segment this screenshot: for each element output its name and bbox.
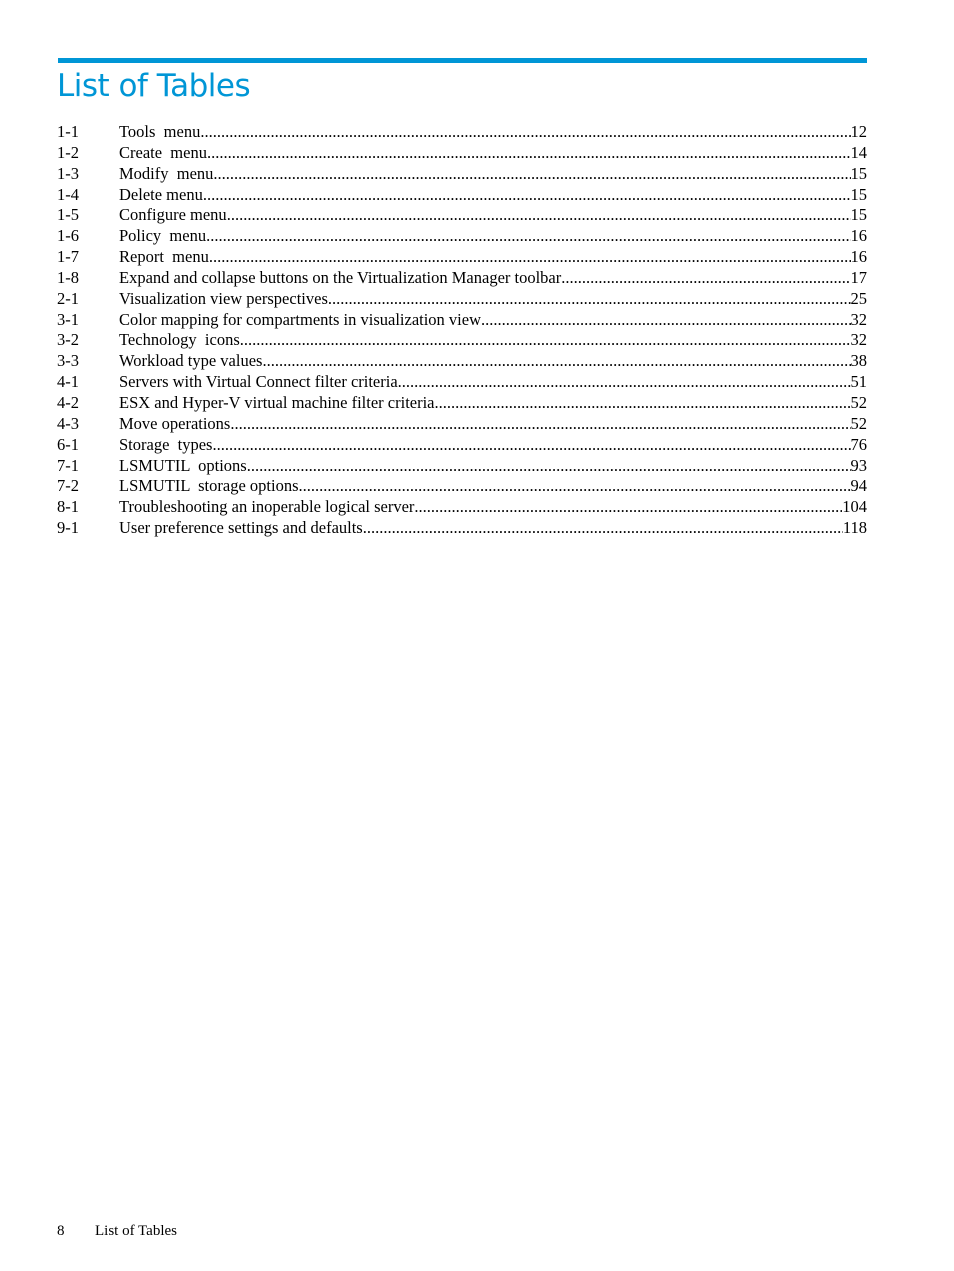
toc-entry[interactable] bbox=[57, 414, 867, 435]
toc-dot-leader bbox=[299, 476, 851, 497]
title-rule bbox=[58, 58, 867, 63]
toc-dot-leader bbox=[247, 456, 851, 477]
toc-entry-title[interactable]: Troubleshooting an inoperable logical server bbox=[119, 497, 415, 517]
toc-entry-title[interactable]: Create menu bbox=[119, 142, 207, 162]
toc-entry-number: 1-1 bbox=[57, 122, 79, 141]
toc-entry-title[interactable]: Report menu bbox=[119, 247, 209, 267]
toc-entry-page[interactable]: 14 bbox=[850, 142, 867, 162]
toc-entry-number: 2-1 bbox=[57, 288, 79, 308]
toc-entry[interactable] bbox=[57, 143, 867, 164]
toc-entry[interactable] bbox=[57, 205, 867, 226]
toc-entry[interactable] bbox=[57, 497, 867, 518]
page-title: List of Tables bbox=[57, 68, 251, 104]
toc-entry[interactable] bbox=[57, 185, 867, 206]
toc-dot-leader bbox=[230, 414, 850, 435]
toc-dot-leader bbox=[203, 185, 851, 206]
toc-entry-number: 4-2 bbox=[57, 392, 79, 412]
toc-entry-title[interactable]: Storage types bbox=[119, 434, 213, 454]
footer-page-number: 8 bbox=[57, 1223, 65, 1239]
toc-dot-leader bbox=[213, 164, 850, 185]
toc-entry-title[interactable]: Servers with Virtual Connect filter criteria bbox=[119, 372, 398, 392]
toc-dot-leader bbox=[206, 226, 850, 247]
toc-entry[interactable] bbox=[57, 372, 867, 393]
toc-entry[interactable] bbox=[57, 247, 867, 268]
toc-entry[interactable] bbox=[57, 435, 867, 456]
toc-entry-page[interactable]: 25 bbox=[850, 288, 867, 308]
toc-entry-title[interactable]: ESX and Hyper-V virtual machine filter criteria bbox=[119, 392, 435, 412]
toc-entry-page[interactable]: 15 bbox=[850, 184, 867, 204]
toc-entry-number: 8-1 bbox=[57, 497, 79, 517]
toc-entry-number: 9-1 bbox=[57, 518, 79, 538]
toc-entry[interactable] bbox=[57, 122, 867, 143]
toc-dot-leader bbox=[481, 310, 850, 331]
toc-dot-leader bbox=[363, 518, 843, 539]
toc-entry-number: 3-2 bbox=[57, 330, 79, 350]
page-footer bbox=[57, 1221, 177, 1241]
toc-entry-page[interactable]: 76 bbox=[850, 434, 867, 454]
toc-entry-title[interactable]: Policy menu bbox=[119, 226, 207, 246]
toc-entry-number: 1-7 bbox=[57, 247, 79, 267]
toc-entry-page[interactable]: 52 bbox=[850, 392, 867, 412]
toc-entry-page[interactable]: 38 bbox=[850, 351, 867, 371]
toc-entry-page[interactable]: 52 bbox=[850, 413, 867, 433]
toc-entry-number: 3-3 bbox=[57, 351, 79, 371]
toc-entry-title[interactable]: Workload type values bbox=[119, 351, 263, 371]
toc-entry-page[interactable]: 93 bbox=[850, 455, 867, 475]
toc-entry[interactable] bbox=[57, 289, 867, 310]
toc-entry-title[interactable]: Color mapping for compartments in visualization view bbox=[119, 309, 482, 329]
toc-entry[interactable] bbox=[57, 164, 867, 185]
toc-entry-page[interactable]: 15 bbox=[850, 163, 867, 183]
toc-entry[interactable] bbox=[57, 330, 867, 351]
toc-entry-page[interactable]: 17 bbox=[850, 267, 867, 287]
toc-dot-leader bbox=[200, 122, 850, 143]
toc-entry[interactable] bbox=[57, 351, 867, 372]
toc-entry[interactable] bbox=[57, 226, 867, 247]
toc-entry-title[interactable]: Configure menu bbox=[119, 205, 227, 225]
toc-entry-title[interactable]: LSMUTIL options bbox=[119, 455, 247, 475]
toc-entry-page[interactable]: 51 bbox=[850, 372, 867, 392]
toc-entry-title[interactable]: Delete menu bbox=[119, 184, 203, 204]
toc-entry-page[interactable]: 16 bbox=[850, 247, 867, 267]
toc-entry-title[interactable]: Tools menu bbox=[119, 122, 201, 141]
toc-entry-title[interactable]: User preference settings and defaults bbox=[119, 518, 363, 538]
toc-entry-title[interactable]: Modify menu bbox=[119, 163, 214, 183]
toc-dot-leader bbox=[435, 393, 851, 414]
toc-entry-number: 6-1 bbox=[57, 434, 79, 454]
toc-entry[interactable] bbox=[57, 476, 867, 497]
toc-entry-number: 1-3 bbox=[57, 163, 79, 183]
toc-entry-number: 1-6 bbox=[57, 226, 79, 246]
toc-entry-title[interactable]: Technology icons bbox=[119, 330, 240, 350]
toc-dot-leader bbox=[209, 247, 851, 268]
list-of-tables bbox=[57, 122, 867, 539]
toc-entry-number: 1-8 bbox=[57, 267, 79, 287]
toc-entry-page[interactable]: 94 bbox=[850, 476, 867, 496]
toc-entry-title[interactable]: LSMUTIL storage options bbox=[119, 476, 299, 496]
toc-dot-leader bbox=[207, 143, 851, 164]
toc-entry[interactable] bbox=[57, 518, 867, 539]
toc-dot-leader bbox=[398, 372, 851, 393]
toc-entry-page[interactable]: 15 bbox=[850, 205, 867, 225]
toc-entry-page[interactable]: 118 bbox=[842, 518, 867, 538]
toc-entry[interactable] bbox=[57, 310, 867, 331]
toc-entry-number: 1-5 bbox=[57, 205, 79, 225]
toc-entry-title[interactable]: Expand and collapse buttons on the Virtualization Manager toolbar bbox=[119, 267, 562, 287]
toc-entry-page[interactable]: 16 bbox=[850, 226, 867, 246]
toc-dot-leader bbox=[262, 351, 850, 372]
toc-dot-leader bbox=[561, 268, 850, 289]
toc-dot-leader bbox=[414, 497, 842, 518]
toc-entry-page[interactable]: 32 bbox=[850, 330, 867, 350]
toc-entry-page[interactable]: 12 bbox=[850, 122, 867, 141]
toc-entry-number: 7-1 bbox=[57, 455, 79, 475]
toc-entry-number: 4-3 bbox=[57, 413, 79, 433]
toc-entry[interactable] bbox=[57, 268, 867, 289]
toc-dot-leader bbox=[328, 289, 851, 310]
toc-entry-number: 7-2 bbox=[57, 476, 79, 496]
toc-dot-leader bbox=[240, 330, 851, 351]
toc-entry-page[interactable]: 104 bbox=[842, 497, 867, 517]
toc-entry-number: 1-4 bbox=[57, 184, 79, 204]
toc-dot-leader bbox=[212, 435, 850, 456]
toc-entry-title[interactable]: Move operations bbox=[119, 413, 231, 433]
toc-entry-page[interactable]: 32 bbox=[850, 309, 867, 329]
toc-entry-title[interactable]: Visualization view perspectives bbox=[119, 288, 328, 308]
toc-entry-number: 1-2 bbox=[57, 142, 79, 162]
footer-section-title: List of Tables bbox=[95, 1223, 177, 1239]
toc-entry[interactable] bbox=[57, 456, 867, 477]
toc-dot-leader bbox=[227, 205, 851, 226]
toc-entry-number: 3-1 bbox=[57, 309, 79, 329]
toc-entry[interactable] bbox=[57, 393, 867, 414]
toc-entry-number: 4-1 bbox=[57, 372, 79, 392]
